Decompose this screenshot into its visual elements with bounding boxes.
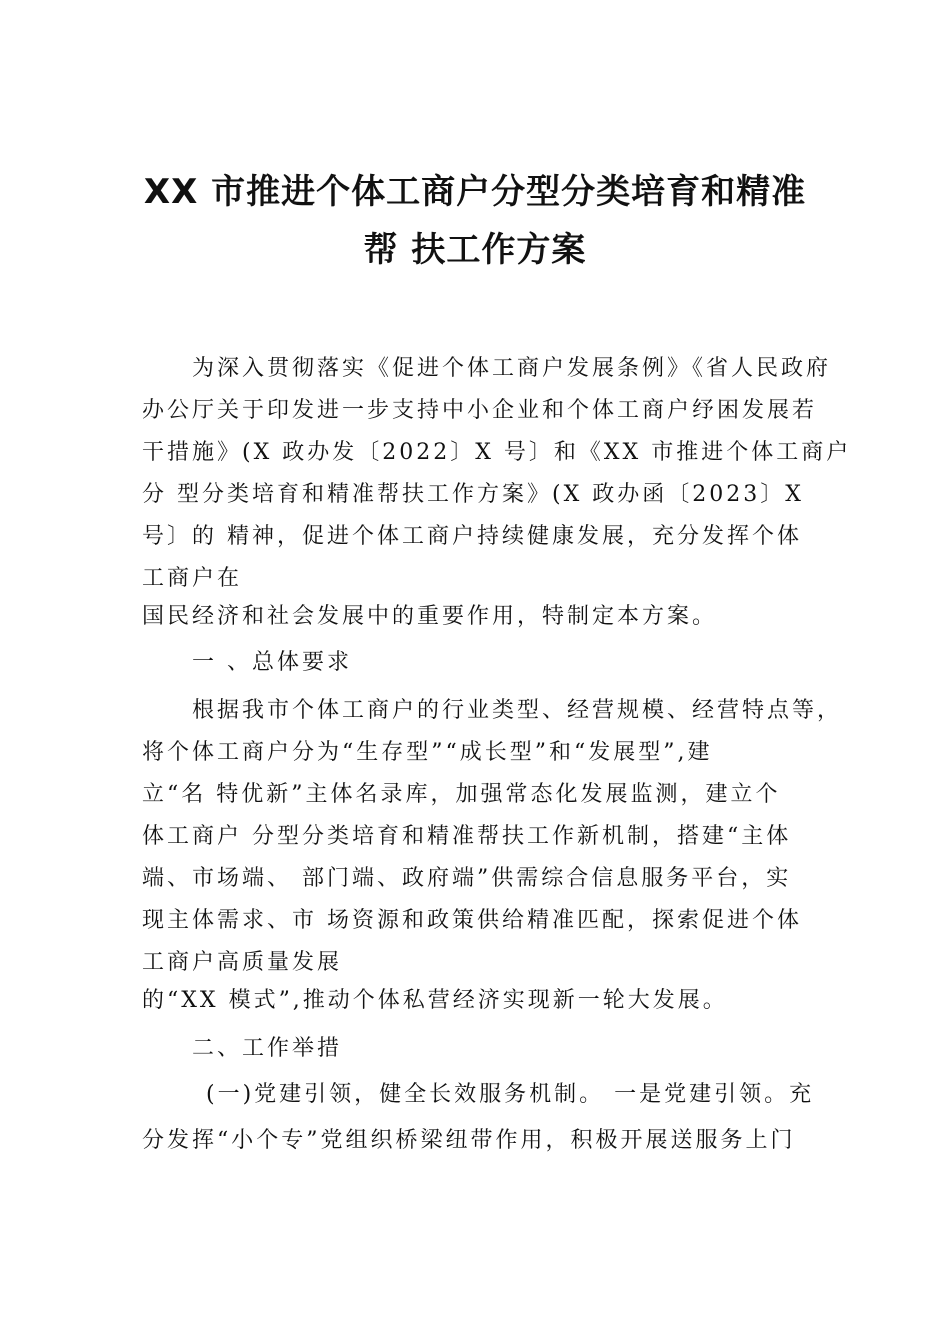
section-heading-1: 一 、总体要求 bbox=[192, 650, 352, 675]
paragraph-line-12: 端、市场端、 部门端、政府端”供需综合信息服务平台，实 bbox=[142, 866, 792, 891]
paragraph-line-9: 将个体工商户分为“生存型”“成长型”和“发展型”,建 bbox=[142, 740, 713, 765]
paragraph-line-1: 为深入贯彻落实《促进个体工商户发展条例》《省人民政府 bbox=[192, 356, 832, 381]
paragraph-line-4: 分 型分类培育和精准帮扶工作方案》(X 政办函〔2023〕X bbox=[142, 482, 804, 507]
paragraph-line-7: 国民经济和社会发展中的重要作用，特制定本方案。 bbox=[142, 604, 718, 629]
document-title-line-2: 帮 扶工作方案 bbox=[363, 230, 587, 270]
paragraph-line-16: (一)党建引领，健全长效服务机制。 一是党建引领。充 bbox=[206, 1082, 815, 1107]
paragraph-line-13: 现主体需求、市 场资源和政策供给精准匹配，探索促进个体 bbox=[142, 908, 802, 933]
paragraph-line-11: 体工商户 分型分类培育和精准帮扶工作新机制，搭建“主体 bbox=[142, 824, 792, 849]
paragraph-line-14: 工商户高质量发展 bbox=[142, 950, 343, 975]
paragraph-line-3: 干措施》(X 政办发〔2022〕X 号〕和《XX 市推进个体工商户 bbox=[142, 440, 852, 465]
paragraph-line-17: 分发挥“小个专”党组织桥梁纽带作用，积极开展送服务上门 bbox=[142, 1128, 796, 1153]
paragraph-line-2: 办公厅关于印发进一步支持中小企业和个体工商户纾困发展若 bbox=[142, 398, 818, 423]
paragraph-line-15: 的“XX 模式”,推动个体私营经济实现新一轮大发展。 bbox=[142, 988, 728, 1013]
paragraph-line-6: 工商户在 bbox=[142, 566, 243, 591]
paragraph-line-5: 号〕的 精神，促进个体工商户持续健康发展，充分发挥个体 bbox=[142, 524, 802, 549]
paragraph-line-10: 立“名 特优新”主体名录库，加强常态化发展监测，建立个 bbox=[142, 782, 781, 807]
document-title-line-1: XX 市推进个体工商户分型分类培育和精准 bbox=[143, 172, 807, 212]
paragraph-line-8: 根据我市个体工商户的行业类型、经营规模、经营特点等， bbox=[192, 698, 843, 723]
section-heading-2: 二、工作举措 bbox=[192, 1036, 343, 1061]
